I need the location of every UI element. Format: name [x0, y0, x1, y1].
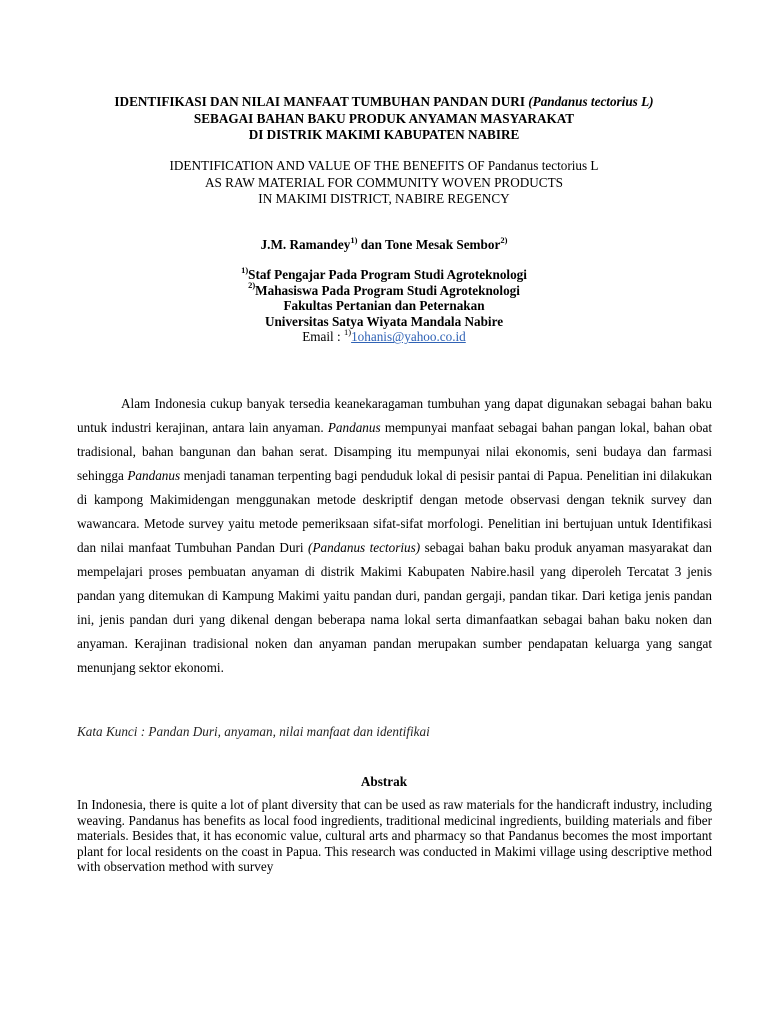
abstract-id-italic-2: Pandanus — [127, 468, 181, 483]
email-marker: 1) — [343, 326, 352, 337]
affiliation-1 — [40, 264, 728, 283]
university-name: Universitas Satya Wiyata Mandala Nabire — [264, 313, 504, 329]
affiliation-1-text: Staf Pengajar Pada Program Studi Agroteknologi — [248, 267, 527, 282]
abstract-english — [77, 797, 712, 875]
email-label: Email : — [302, 329, 344, 345]
abstract-id-text-1: Alam Indonesia cukup banyak tersedia keanekaragaman tumbuhan yang dapat digunakan sebagai bahan baku untuk industri kerajinan, antara lain anyaman. — [77, 396, 712, 435]
affiliations — [40, 264, 728, 345]
affiliation-2 — [40, 280, 728, 299]
title-en-line-2: AS RAW MATERIAL FOR COMMUNITY WOVEN PRODUCTS — [205, 174, 563, 190]
affiliation-2-text: Mahasiswa Pada Program Studi Agroteknologi — [255, 282, 520, 298]
title-en-line-1: IDENTIFICATION AND VALUE OF THE BENEFITS OF Pandanus tectorius L — [169, 158, 599, 173]
email-link[interactable]: 1ohanis@yahoo.co.id — [351, 329, 466, 345]
title-indonesian — [40, 94, 728, 144]
author-1: J.M. Ramandey — [260, 237, 351, 252]
abstract-id-text-3: menjadi tanaman terpenting bagi penduduk lokal di pesisir pantai di Papua. Penelitian ini dilakukan di kampong Makimidengan menggunakan metode deskriptif dengan metode observasi dengan teknik survey dan wawancara. Metode survey yaitu metode pemeriksaan sifat-sifat morfologi. Penelitian ini bertujuan untuk Identifikasi dan nilai manfaat Tumbuhan Pandan Duri — [77, 468, 712, 555]
title-line-2: SEBAGAI BAHAN BAKU PRODUK ANYAMAN MASYARAKAT — [193, 110, 575, 126]
keywords: Kata Kunci : Pandan Duri, anyaman, nilai manfaat dan identifikai — [77, 724, 430, 739]
title-species-name: (Pandanus tectorius L) — [528, 94, 654, 109]
title-line-1-main: IDENTIFIKASI DAN NILAI MANFAAT TUMBUHAN PANDAN DURI — [114, 94, 529, 109]
affiliation-2-marker: 2) — [248, 280, 256, 291]
affiliation-1-marker: 1) — [241, 264, 249, 275]
title-line-1 — [40, 94, 728, 111]
abstract-id-italic-3: (Pandanus tectorius) — [308, 540, 421, 555]
author-2-marker: 2) — [500, 234, 508, 245]
author-1-marker: 1) — [350, 234, 358, 245]
title-english — [40, 158, 728, 208]
abstract-heading: Abstrak — [360, 774, 408, 789]
abstract-id-italic-1: Pandanus — [327, 420, 381, 435]
title-en-line-3: IN MAKIMI DISTRICT, NABIRE REGENCY — [258, 191, 510, 206]
author-2: dan Tone Mesak Sembor — [357, 237, 501, 252]
email-line — [40, 326, 728, 345]
abstract-indonesian-paragraph — [77, 392, 712, 680]
title-line-3: DI DISTRIK MAKIMI KABUPATEN NABIRE — [248, 127, 520, 142]
faculty-name: Fakultas Pertanian dan Peternakan — [283, 298, 485, 314]
abstract-id-text-2: mempunyai manfaat sebagai bahan pangan lokal, bahan obat tradisional, bahan bangunan dan bahan serat. Disamping itu mempunyai nilai ekonomis, seni budaya dan farmasi sehingga — [77, 420, 713, 483]
abstract-indonesian — [77, 392, 712, 680]
author-line — [40, 236, 728, 253]
abstract-english-paragraph: In Indonesia, there is quite a lot of plant diversity that can be used as raw materials for the handicraft industry, including weaving. Pandanus has benefits as local food ingredients, traditional medicinal ingredients, building materials and fiber materials. Besides that, it has economic value, cultural arts and pharmacy so that Pandanus becomes the most important plant for local residents on the coast in Papua. This research was conducted in Makimi village using descriptive method with observation method with survey — [77, 797, 712, 875]
abstract-id-text-4: sebagai bahan baku produk anyaman masyarakat dan mempelajari proses pembuatan anyaman di distrik Makimi Kabupaten Nabire.hasil yang diperoleh Tercatat 3 jenis pandan yang ditemukan di Kampung Makimi yaitu pandan duri, pandan gergaji, pandan tikar. Dari ketiga jenis pandan ini, jenis pandan duri yang dikenal dengan beberapa nama lokal serta dimanfaatkan sebagai bahan baku noken dan anyaman. Kerajinan tradisional noken dan anyaman pandan merupakan sumber pendapatan keluarga yang sangat menunjang sektor ekonomi. — [77, 540, 713, 675]
